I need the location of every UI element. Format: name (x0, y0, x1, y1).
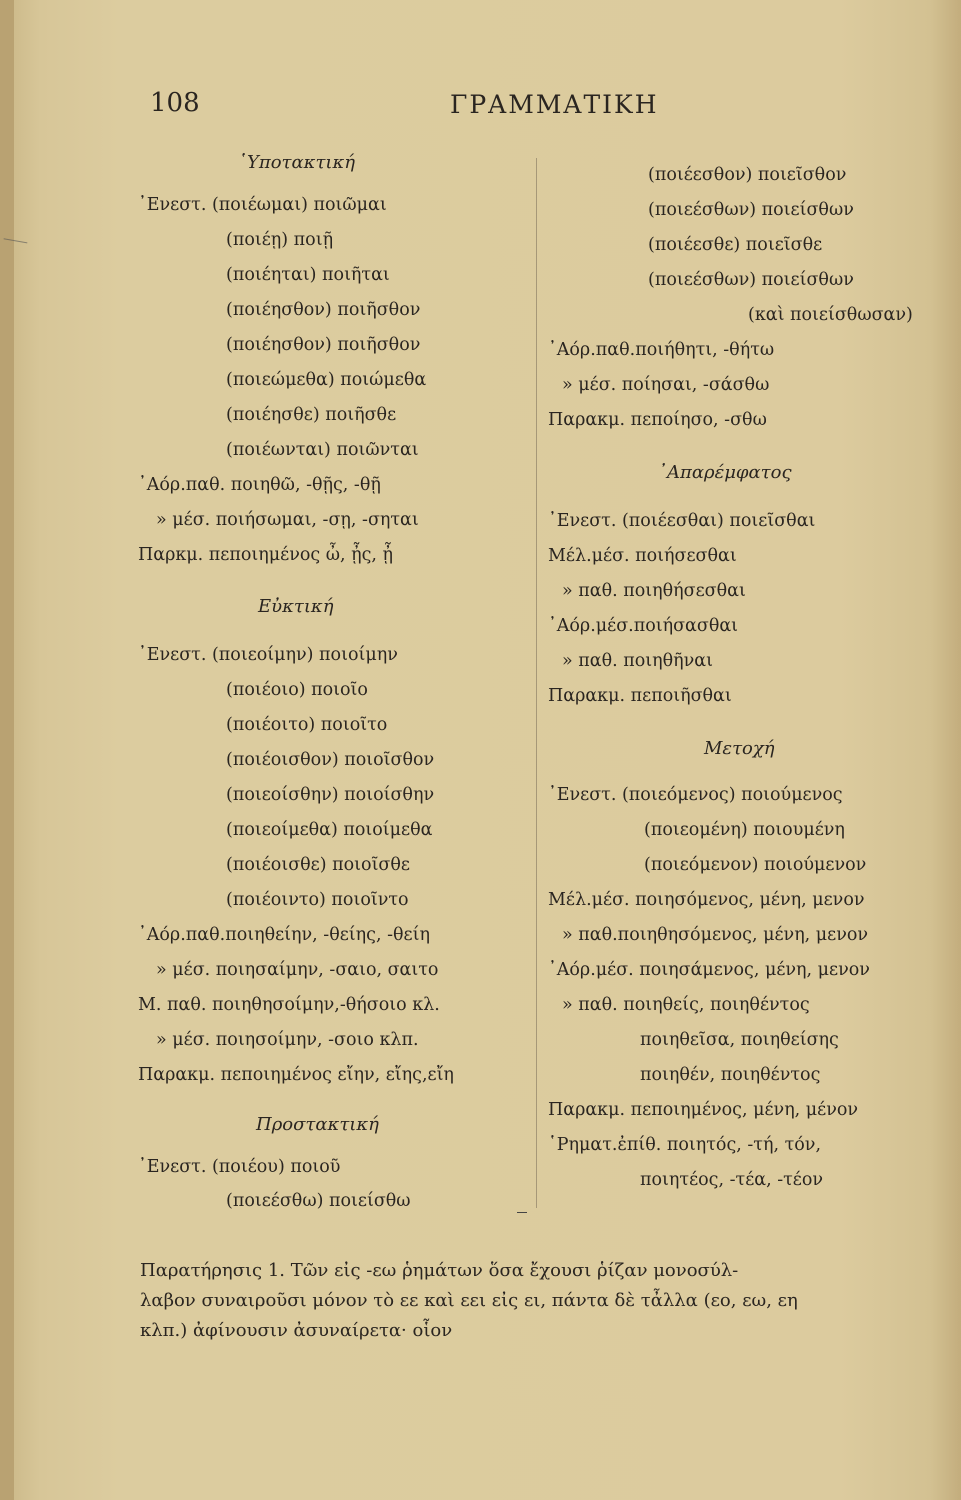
conjugation-line: Μέλ.μέσ. ποιήσεσθαι (548, 546, 737, 566)
column-end-mark (517, 1212, 527, 1213)
conjugation-line: Παρακμ. πεποιῆσθαι (548, 686, 732, 706)
conjugation-line: (ποιεέσθω) ποιείσθω (226, 1191, 411, 1211)
conjugation-line: ᾿Αόρ.παθ.ποιηθείην, -θείης, -θείη (138, 925, 430, 945)
conjugation-line: ᾿Ενεστ. (ποιέου) ποιοῦ (138, 1157, 341, 1177)
conjugation-line: » παθ.ποιηθησόμενος, μένη, μενον (562, 925, 869, 945)
conjugation-line: ᾿Αόρ.παθ.ποιήθητι, -θήτω (548, 340, 775, 360)
conjugation-line: ποιητέος, -τέα, -τέον (640, 1170, 824, 1190)
conjugation-line: (ποιεοίμεθα) ποιοίμεθα (226, 820, 433, 840)
section-heading-infinitive: ᾿Απαρέμφατος (658, 462, 792, 483)
conjugation-line: ᾿Ενεστ. (ποιέεσθαι) ποιεῖσθαι (548, 511, 816, 531)
conjugation-line: ποιηθεῖσα, ποιηθείσης (640, 1030, 839, 1050)
section-heading-imperative: Προστακτική (256, 1114, 379, 1135)
conjugation-line: (ποιέεσθον) ποιεῖσθον (648, 165, 847, 185)
conjugation-line: (ποιέησθον) ποιῆσθον (226, 300, 421, 320)
conjugation-line: » παθ. ποιηθήσεσθαι (562, 581, 746, 601)
conjugation-line: (καὶ ποιείσθωσαν) (748, 305, 913, 325)
conjugation-line: (ποιέοιτο) ποιοῖτο (226, 715, 388, 735)
note-line-1: Παρατήρησις 1. Τῶν εἰς -εω ῥημάτων ὅσα ἔχουσι ῥίζαν μονοσύλ- (140, 1260, 739, 1281)
note-line-2: λαβον συναιροῦσι μόνον τὸ εε καὶ εει εἰς ει, πάντα δὲ τἆλλα (εο, εω, εη (140, 1290, 798, 1311)
conjugation-line: (ποιεόμενον) ποιούμενον (644, 855, 867, 875)
conjugation-line: (ποιέοισθε) ποιοῖσθε (226, 855, 410, 875)
conjugation-line: » μέσ. ποιησοίμην, -σοιο κλπ. (156, 1030, 419, 1050)
margin-pencil-mark (0, 238, 27, 283)
conjugation-line: ποιηθέν, ποιηθέντος (640, 1065, 821, 1085)
conjugation-line: (ποιέηται) ποιῆται (226, 265, 390, 285)
conjugation-line: (ποιέωνται) ποιῶνται (226, 440, 419, 460)
conjugation-line: ᾿Αόρ.μέσ.ποιήσασθαι (548, 616, 739, 636)
conjugation-line: Παρακμ. πεποίησο, -σθω (548, 410, 767, 430)
conjugation-line: (ποιεομένη) ποιουμένη (644, 820, 845, 840)
conjugation-line: (ποιεώμεθα) ποιώμεθα (226, 370, 427, 390)
conjugation-line: (ποιεοίσθην) ποιοίσθην (226, 785, 435, 805)
conjugation-line: (ποιέεσθε) ποιεῖσθε (648, 235, 823, 255)
conjugation-line: » μέσ. ποίησαι, -σάσθω (562, 375, 770, 395)
conjugation-line: Παρακμ. πεποιημένος εἴην, εἴης,εἴη (138, 1065, 454, 1085)
conjugation-line: Παρκμ. πεποιημένος ὦ, ᾖς, ᾖ (138, 545, 394, 565)
conjugation-line: ῾Ρηματ.ἐπίθ. ποιητός, -τή, τόν, (548, 1135, 822, 1155)
page-binding-edge (0, 0, 14, 1500)
conjugation-line: Μ. παθ. ποιηθησοίμην,-θήσοιο κλ. (138, 995, 440, 1015)
page-title: ΓΡΑΜΜΑΤΙΚΗ (450, 90, 659, 119)
conjugation-line: » μέσ. ποιησαίμην, -σαιο, σαιτο (156, 960, 439, 980)
column-divider (536, 158, 537, 1208)
conjugation-line: (ποιέοιο) ποιοῖο (226, 680, 368, 700)
conjugation-line: ᾿Ενεστ. (ποιεόμενος) ποιούμενος (548, 785, 843, 805)
conjugation-line: » μέσ. ποιήσωμαι, -σῃ, -σηται (156, 510, 419, 530)
conjugation-line: (ποιέοισθον) ποιοῖσθον (226, 750, 435, 770)
section-heading-subjunctive: ῾Υποτακτική (238, 152, 356, 173)
conjugation-line: ᾿Αόρ.παθ. ποιηθῶ, -θῇς, -θῇ (138, 475, 381, 495)
conjugation-line: (ποιέησθε) ποιῆσθε (226, 405, 397, 425)
conjugation-line: (ποιέοιντο) ποιοῖντο (226, 890, 409, 910)
page-number: 108 (150, 88, 200, 118)
conjugation-line: Μέλ.μέσ. ποιησόμενος, μένη, μενον (548, 890, 865, 910)
section-heading-participle: Μετοχή (704, 738, 775, 759)
conjugation-line: » παθ. ποιηθείς, ποιηθέντος (562, 995, 810, 1015)
conjugation-line: (ποιεέσθων) ποιείσθων (648, 200, 854, 220)
note-line-3: κλπ.) ἀφίνουσιν ἀσυναίρετα· οἷον (140, 1320, 453, 1341)
section-heading-optative: Εὐκτική (258, 596, 334, 617)
conjugation-line: Παρακμ. πεποιημένος, μένη, μένον (548, 1100, 859, 1120)
conjugation-line: » παθ. ποιηθῆναι (562, 651, 713, 671)
observation-note (140, 1256, 930, 1346)
conjugation-line: (ποιεέσθων) ποιείσθων (648, 270, 854, 290)
conjugation-line: ᾿Ενεστ. (ποιέωμαι) ποιῶμαι (138, 195, 387, 215)
conjugation-line: (ποιέῃ) ποιῇ (226, 230, 334, 250)
conjugation-line: ᾿Αόρ.μέσ. ποιησάμενος, μένη, μενον (548, 960, 870, 980)
running-head (150, 88, 790, 128)
conjugation-line: (ποιέησθον) ποιῆσθον (226, 335, 421, 355)
conjugation-line: ᾿Ενεστ. (ποιεοίμην) ποιοίμην (138, 645, 398, 665)
